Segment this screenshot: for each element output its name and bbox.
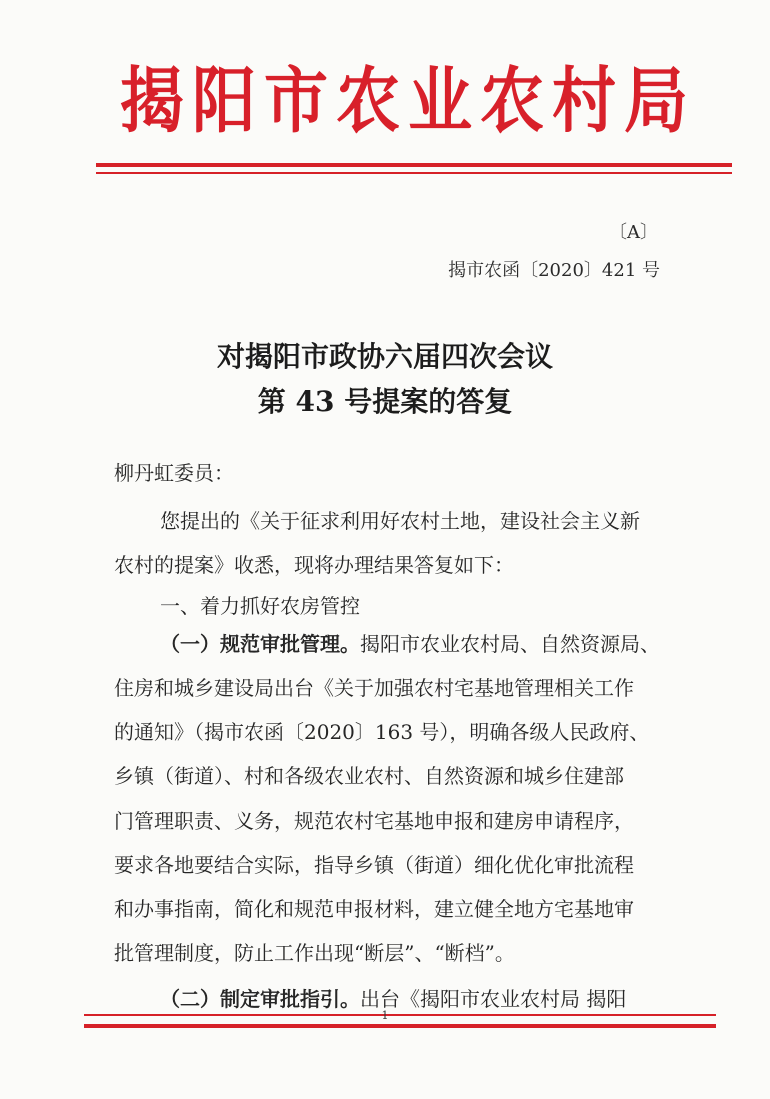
sub1-line-4: 乡镇（街道）、村和各级农业农村、自然资源和城乡住建部 — [114, 764, 624, 788]
section1-heading: 一、着力抓好农房管控 — [160, 594, 360, 618]
letterhead-rule-thick — [96, 163, 732, 167]
sub1-line-1-rest: 揭阳市农业农村局、自然资源局、 — [360, 632, 660, 656]
sub1-line-7: 和办事指南，简化和规范申报材料，建立健全地方宅基地审 — [114, 897, 634, 921]
intro-line-1: 您提出的《关于征求利用好农村土地，建设社会主义新 — [160, 509, 640, 533]
sub1-line-6: 要求各地要结合实际，指导乡镇（街道）细化优化审批流程 — [114, 853, 634, 877]
sub1-heading: （一）规范审批管理。 — [160, 632, 360, 656]
sub2-heading: （二）制定审批指引。 — [160, 987, 360, 1011]
letterhead-rule-thin — [96, 172, 732, 174]
sub2-line-1-rest: 出台《揭阳市农业农村局 揭阳 — [360, 987, 627, 1011]
footer-rule-bottom — [84, 1024, 716, 1028]
salutation: 柳丹虹委员： — [114, 461, 234, 485]
doc-title-line1: 对揭阳市政协六届四次会议 — [216, 340, 553, 373]
sub1-line-8: 批管理制度，防止工作出现“断层”、“断档”。 — [114, 941, 515, 965]
doc-number: 揭市农函〔2020〕421 号 — [448, 260, 660, 281]
sub1-line-1 — [160, 628, 660, 657]
doc-title-line2: 第 43 号提案的答复 — [257, 385, 513, 418]
intro-line-2: 农村的提案》收悉，现将办理结果答复如下： — [114, 553, 514, 577]
doc-grade: 〔A〕 — [609, 222, 658, 243]
sub2-line-1 — [160, 983, 626, 1012]
letterhead-org-name: 揭阳市农业农村局 — [120, 59, 696, 144]
sub1-line-3: 的通知》（揭市农函〔2020〕163 号），明确各级人民政府、 — [114, 720, 650, 744]
page-number: 1 — [381, 1009, 389, 1022]
sub1-line-2: 住房和城乡建设局出台《关于加强农村宅基地管理相关工作 — [114, 676, 634, 700]
sub1-line-5: 门管理职责、义务，规范农村宅基地申报和建房申请程序， — [114, 809, 634, 833]
